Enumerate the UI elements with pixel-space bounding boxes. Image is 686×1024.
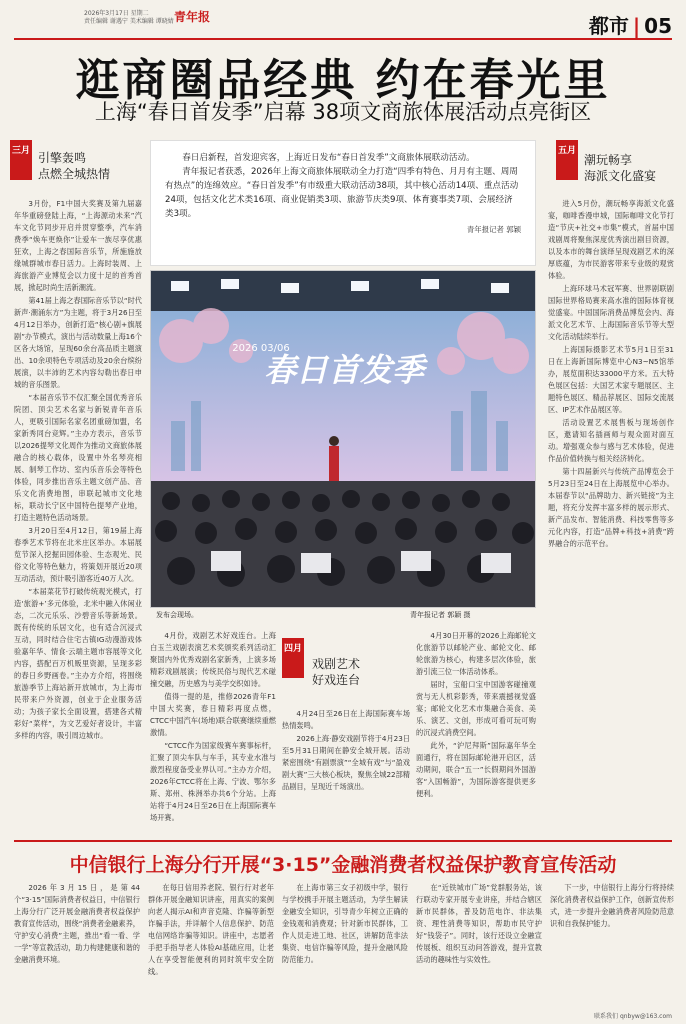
paragraph: 在“近铁城市广场”党群服务站，该行联动专家开展专业讲座，并结合辖区新市民群体，普及防范电诈、非法集资、理性消费等知识，帮助市民守护好“钱袋子”。同时，该行还设立金融宣传展板、组织互动问答游戏，提升宣教活动的趣味性与实效性。 bbox=[416, 883, 542, 964]
bank-column-4 bbox=[416, 882, 542, 1006]
page-number: 05 bbox=[644, 14, 672, 38]
paragraph: 2026年3月15日，是第44个“3·15”国际消费者权益日，中信银行上海分行广泛开展金融消费者权益保护教育宣传活动，围绕“消费者金融素养，守护安心消费”主题，推出“看一看、学一学”等宣教活动，助力构建健康和谐的金融消费环境。 bbox=[14, 883, 140, 964]
article-column-right bbox=[548, 198, 674, 834]
may-title bbox=[584, 152, 656, 184]
editor-line: 责任编辑 谢遇宁 美术编辑 谭晓婧 bbox=[84, 18, 174, 25]
section-name: 都市 bbox=[588, 14, 629, 38]
paragraph: “CTCC作为国家级赛车赛事标杆，汇聚了顶尖车队与车手，其专业水准与激烈程度备受业界认可。”主办方介绍，2026年CTCC将在上海、宁波、鄂尔多斯、郑州、株洲举办共6个分站。上海站将于4月24日至26日在上海国际赛车场开赛。 bbox=[150, 741, 276, 822]
article-column-left bbox=[14, 198, 142, 834]
paragraph: 届时，宝船口宝中国游客碰撞观赏与无人机彩影秀，带来震撼视觉盛宴；邮轮文化艺术市集融合美食、美乐、演艺、文创，形成可看可玩可购的沉浸式消费空间。 bbox=[416, 680, 536, 737]
date-line: 2026年3月17日 星期二 bbox=[84, 10, 149, 17]
april-title-line1: 戏剧艺术 bbox=[312, 657, 361, 671]
article-column-mid-left bbox=[150, 630, 276, 834]
paragraph: 4月24日至26日在上海国际赛车场热情轰鸣。 bbox=[282, 709, 410, 730]
paragraph: 第十四届新兴与传统产品博览会于5月23日至24日在上海展览中心举办。本届春节以“品牌助力、新兴链接”为主题，将充分发挥丰富多样的展示形式、新产品发布、智能消费、科技零售等多元化内容，打造“品牌+科技+消费”跨界融合的示范平台。 bbox=[548, 467, 674, 548]
section-divider: | bbox=[632, 14, 641, 38]
banner-title: 春日首发季 bbox=[263, 351, 425, 389]
page-subheadline: 上海“春日首发季”启幕 38项文商旅体展活动点亮街区 bbox=[94, 100, 592, 124]
paragraph: 4月30日开幕的2026上海邮轮文化旅游节以邮轮产业、邮轮文化、邮轮旅游为核心，构建多层次体验，旅游引流三位一体活动体系。 bbox=[416, 631, 536, 676]
paragraph: 下一步，中信银行上海分行将持续深化消费者权益保护工作，创新宣传形式，进一步提升金融消费者风险防范意识和自我保护能力。 bbox=[550, 883, 674, 928]
event-photo bbox=[150, 270, 536, 608]
paragraph: 4月份，戏剧艺术好戏连台。上海白玉兰戏剧表演艺术奖颁奖系列活动汇聚国内外优秀戏剧名家新秀，上演多场精彩戏剧展演；传统民俗与现代艺术碰撞交融，历史感为与美学交织如诗。 bbox=[150, 631, 276, 688]
paragraph: 在上海市第三女子初级中学，银行与学校携手开展主题活动，为学生解读金融安全知识，引导青少年树立正确的金钱观和消费观；针对新市民群体，工作人员走进工地、社区，讲解防范非法集资、电信诈骗等风险，提升金融风险防范能力。 bbox=[282, 883, 408, 964]
article-column-mid-right-a bbox=[282, 708, 410, 834]
footer-contact: 联系我们 qnbyw@163.com bbox=[594, 1013, 672, 1020]
paragraph: 上海环球马术冠军赛、世界剧联剧国际世界格局赛来高水准的国际体育视觉盛宴。中国国际消费品博览会内、海派文化艺术节、上海国际音乐节等大型文化活动陆续举行。 bbox=[548, 284, 674, 341]
page-headline: 逛商圈品经典 约在春光里 bbox=[75, 55, 611, 106]
march-title-line1: 引擎轰鸣 bbox=[38, 151, 87, 165]
article-column-mid-right-b bbox=[416, 630, 536, 834]
march-title bbox=[38, 150, 110, 182]
paragraph: 3月20日至4月12日，第19届上海春季艺术节将在北米庄区举办。本届展览节深入挖掘田园体验、生态观光、民俗文化等特色魅力，将策划开展近20项互动活动，预计吸引游客近40万人次。 bbox=[14, 526, 142, 583]
photo-credit: 青年报记者 郭颖 摄 bbox=[410, 611, 471, 619]
section-divider-line bbox=[14, 840, 672, 842]
section-label bbox=[589, 10, 672, 39]
paragraph: “本届音乐节不仅汇聚全国优秀音乐院团、顶尖艺术名家与新锐青年音乐人，更吸引国际名家名团重磅加盟，名家新秀同台竞辉。”主办方表示，音乐节以2026提琴文化周作为推动文商旅体展融合的核心载体，设置中外名琴亮相展、制琴工作坊、室内乐音乐会等特色体验，同步推出音乐主题文创产品、音乐文化消费地图，串联起城市文化地标，联动长宁区中国特色提琴产业地，打造主题特色活动场景。 bbox=[14, 393, 142, 522]
paragraph: “本届菜花节打破传统观光模式，打造‘旅游+’多元体验，北米中融入休闲业态，二次元乐乐、沙碧音乐等新场景。既有传统的乐居文化，也有适合沉浸式互动，同时结合住宅古镇IG动漫游戏体验嘉年华、情食·云端主题市容展等文化内容，搭配百万机贩里资源，呈现多彩的春日乡野画卷。”主办方介绍，将围绕旅游季节上海站新开放城市，为上海市民带来户外资源，创业于企业服务活动；为孩子家长全面设置，搭建各式精彩好“菜样”，为文艺爱好者设计，丰富多样的内容，吸引周边城市。 bbox=[14, 587, 142, 740]
paragraph: 第41届上海之春国际音乐节以“时代新声·潮涌东方”为主题，将于3月26日至4月12日举办，创新打造“核心剧+旗展剧”办节模式，演出与活动数量上海16个区各大场馆，呈现60余台高品质主题演出、10余项特色专项活动及20余台缤纷展演，以丰沛的艺术内容勾勒出春日申城的音乐图景。 bbox=[14, 296, 142, 389]
paragraph: 值得一提的是，推修2026青年F1中国大奖赛，春日精彩再度点燃，CTCC中国汽车(场地)联合联赛继续重燃激情。 bbox=[150, 692, 276, 737]
paragraph: 上海国际摄影艺术节5月1日至31日在上海新国际博览中心N3~N5馆举办，展览面积达33000平方米。五大特色展区包括：大国艺术家专题展区、主题特色展区、精品荐展区、国际交流展区、IP艺术作品展区等。 bbox=[548, 345, 674, 414]
bank-column-1 bbox=[14, 882, 140, 1006]
masthead bbox=[14, 6, 672, 40]
tag-may: 五月 bbox=[556, 140, 578, 180]
paragraph: 此外，“沪尼拜斯”国际嘉年华全面通行，将在国际邮轮港开启区，活动期间，联合“五一”长假期间外国游客“入国畅游”，为国际游客提供更多便利。 bbox=[416, 741, 536, 798]
may-title-line2: 海派文化盛宴 bbox=[584, 169, 657, 183]
paragraph: 2026上海·静安戏剧节将于4月23日至5月31日期间在静安全城开展。活动紧密围绕“有剧票演”“全城有戏”与“盈戏剧大赛”三大核心板块，聚焦全城22部精品剧目，呈现近千场演出。 bbox=[282, 734, 410, 791]
newspaper-logo: 青年报 bbox=[174, 10, 211, 24]
paragraph: 3月份，F1中国大奖赛及第九届嘉年华重磅登陆上海，“上海源动未来”汽车文化节同步开启并贯穿整季，汽车消费季“焕车更焕你”让爱车一族尽享优惠狂欢，上海之春国际音乐节，所施施放缘城群城市春日活力。上海时装周、上海旅游产业博览会以力度十足的首秀首展，掀起时尚生活新潮流。 bbox=[14, 199, 142, 292]
may-title-line1: 潮玩畅享 bbox=[584, 153, 633, 167]
event-photo-illustration bbox=[151, 271, 536, 608]
lead-paragraph-2: 青年报记者获悉，2026年上海文商旅体展联动全力打造“四季有特色、月月有主题、周周有热点”的连绵效应。“春日首发季”有市级重大联动活动38项，其中核心活动14项、重点活动24项，包括文化艺术类16项、商业促销类3项、旅游节庆类9项、体育赛事类7项、会展经济类3项。 bbox=[165, 167, 519, 219]
march-title-line2: 点燃全城热情 bbox=[38, 167, 111, 181]
bank-article-headline: 中信银行上海分行开展“3·15”金融消费者权益保护教育宣传活动 bbox=[69, 854, 617, 876]
tag-march: 三月 bbox=[10, 140, 32, 180]
masthead-meta bbox=[84, 10, 174, 26]
paragraph: 进入5月份，潮玩畅享海派文化盛宴，咖啡香漫申城，国际咖啡文化节打造“节庆+社交+市集”模式，首届中国戏剧周将聚焦深度优秀演出剧目资源，以及本市的舞台演绎呈现戏剧艺术的深厚底蕴，为市民游客带来专业级的观赏体验。 bbox=[548, 199, 674, 280]
lead-paragraph-1: 春日启新程，首发迎宾客，上海近日发布“春日首发季”文商旅体展联动活动。 bbox=[182, 153, 475, 163]
bank-column-2 bbox=[148, 882, 274, 1006]
tag-april: 四月 bbox=[282, 638, 304, 678]
banner-date: 2026 03/06 bbox=[232, 343, 290, 354]
bank-column-5 bbox=[550, 882, 674, 1006]
april-title bbox=[312, 656, 360, 688]
lead-box bbox=[150, 140, 536, 266]
april-title-line2: 好戏连台 bbox=[312, 673, 361, 687]
bank-column-3 bbox=[282, 882, 408, 1006]
photo-caption: 发布会现场。 bbox=[156, 611, 198, 619]
lead-byline: 青年报记者 郭颖 bbox=[466, 225, 521, 234]
paragraph: 活动设置艺术展售板与现场创作区，邀请知名插画师与观众面对面互动。增强观众参与感与艺术体验，促进作品价值转换与相关经济转化。 bbox=[548, 418, 674, 463]
paragraph: 在每日信用养老院、银行行对老年群体开展金融知识讲座，用真实的案例向老人揭示AI和声音克隆、诈骗等新型诈骗手法，并详解个人信息保护、防范电信网络诈骗等知识。讲座中，志愿者手把手指导老人体验AI基础应用，让老人在享受智能便利的同时筑牢安全防线。 bbox=[148, 883, 274, 976]
